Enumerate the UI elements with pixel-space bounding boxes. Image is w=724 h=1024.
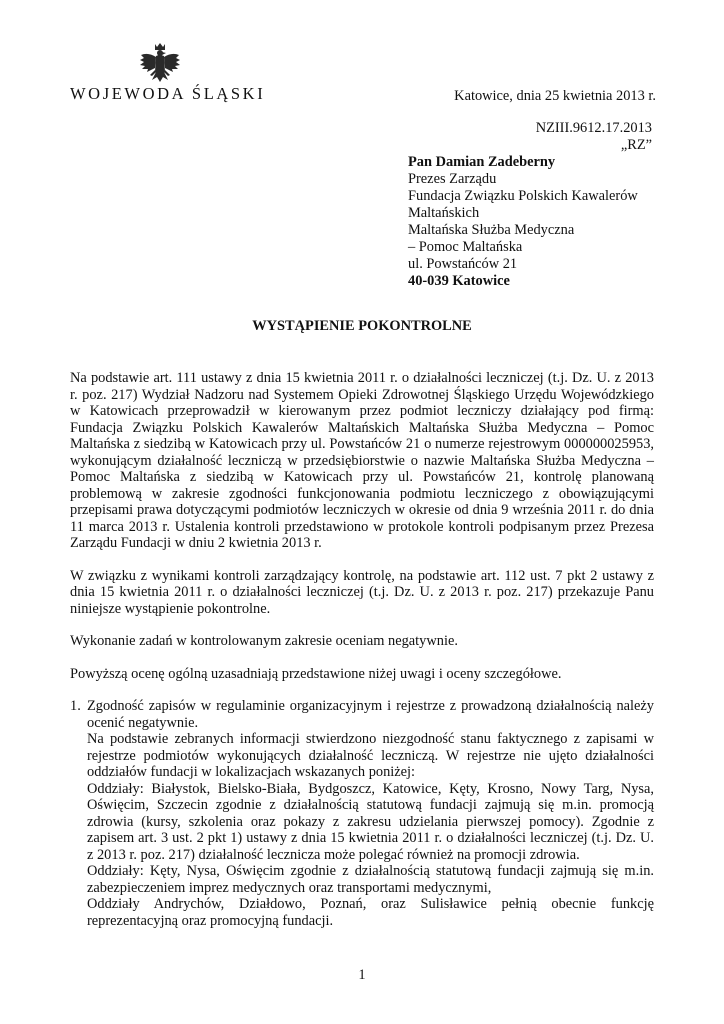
reference-number: NZIII.9612.17.2013 — [535, 120, 652, 136]
body-paragraph: Powyższą ocenę ogólną uzasadniają przedstawione niżej uwagi i oceny szczegółowe. — [70, 665, 562, 682]
list-item-heading: Zgodność zapisów w regulaminie organizacyjnym i rejestrze z prowadzoną działalnością należy ocenić negatywnie. — [87, 698, 654, 731]
eagle-emblem-icon — [138, 42, 182, 88]
body-paragraph: W związku z wynikami kontroli zarządzający kontrolę, na podstawie art. 112 ust. 7 pkt 2 ustawy z dnia 15 kwietnia 2011 r. o działalności leczniczej (t.j. Dz. U. z 2013 r. poz. 217) przekazuje Panu niniejsze wystąpienie pokontrolne. — [70, 567, 654, 617]
document-body — [70, 370, 654, 929]
list-item-line: Oddziały: Białystok, Bielsko-Biała, Bydgoszcz, Katowice, Kęty, Krosno, Nowy Targ, Nysa, Oświęcim, Szczecin zgodnie z działalnością statutową fundacji zajmują się m.in. promocją zdrowia (kursy, szkolenia oraz pokazy z zakresu udzielania pierwszej pomocy). Zgodnie z zapisem art. 3 ust. 2 pkt 1) ustawy z dnia 15 kwietnia 2011 r. o działalności leczniczej (t.j. Dz. U. z 2013 r. poz. 217) działalność lecznicza może polegać również na promocji zdrowia. — [87, 780, 654, 863]
reference-block — [536, 120, 652, 154]
body-paragraph: Na podstawie art. 111 ustawy z dnia 15 kwietnia 2011 r. o działalności leczniczej (t.j. Dz. U. z 2013 r. poz. 217) Wydział Nadzoru nad Systemem Opieki Zdrowotnej Śląskiego Urzędu Wojewódzkiego w Katowicach przeprowadził w kierowanym przez podmiot leczniczy działający pod firmą: Fundacja Związku Polskich Kawalerów Maltańskich Maltańska Służba Medyczna – Pomoc Maltańska z siedzibą w Katowicach przy ul. Powstańców 21 o numerze rejestrowym 000000025953, wykonującym działalność leczniczą w przedsiębiorstwie o nazwie Maltańska Służba Medyczna – Pomoc Maltańska z siedzibą w Katowicach przy ul. Powstańców 21, kontrolę planowaną problemową w zakresie zgodności funkcjonowania podmiotu leczniczego z obowiązującymi przepisami prawa dotyczącymi podmiotów leczniczych w okresie od dnia 9 września 2011 r. do dnia 11 marca 2013 r. Ustalenia kontroli przedstawiono w protokole kontroli podpisanym przez Prezesa Zarządu Fundacji w dniu 2 kwietnia 2013 r. — [70, 370, 654, 551]
recipient-name: Pan Damian Zadeberny — [408, 154, 556, 170]
list-item-number: 1. — [70, 698, 81, 714]
date-line: Katowice, dnia 25 kwietnia 2013 r. — [454, 88, 656, 104]
list-item — [70, 698, 654, 929]
office-name: WOJEWODA ŚLĄSKI — [70, 84, 266, 103]
recipient-postal-city: 40-039 Katowice — [408, 273, 510, 289]
body-paragraph: Wykonanie zadań w kontrolowanym zakresie oceniam negatywnie. — [70, 633, 458, 649]
recipient-line: ul. Powstańców 21 — [408, 256, 518, 272]
page-number: 1 — [358, 967, 366, 983]
findings-list — [70, 698, 654, 929]
list-item-line: Na podstawie zebranych informacji stwierdzono niezgodność stanu faktycznego z zapisami w rejestrze podmiotów wykonujących działalność leczniczą. W rejestrze nie ujęto działalności oddziałów fundacji w lokalizacjach wskazanych poniżej: — [87, 731, 654, 780]
recipient-address — [408, 154, 658, 290]
list-item-line: Oddziały: Kęty, Nysa, Oświęcim zgodnie z działalnością statutową fundacji zajmują się m.in. zabezpieczeniem imprez medycznych oraz transportami medycznymi, — [87, 863, 654, 896]
recipient-line: Prezes Zarządu — [408, 171, 497, 187]
recipient-line: Maltańska Służba Medyczna — [408, 222, 575, 238]
document-title: WYSTĄPIENIE POKONTROLNE — [252, 318, 472, 334]
list-item-content — [87, 698, 654, 929]
list-item-line: Oddziały Andrychów, Działdowo, Poznań, oraz Sulisławice pełnią obecnie funkcję reprezentacyjną oraz promocyjną fundacji. — [87, 896, 654, 929]
reference-code: „RZ” — [620, 137, 652, 153]
recipient-line: Fundacja Związku Polskich Kawalerów — [408, 188, 638, 204]
recipient-line: – Pomoc Maltańska — [408, 239, 523, 255]
recipient-line: Maltańskich — [408, 205, 480, 221]
